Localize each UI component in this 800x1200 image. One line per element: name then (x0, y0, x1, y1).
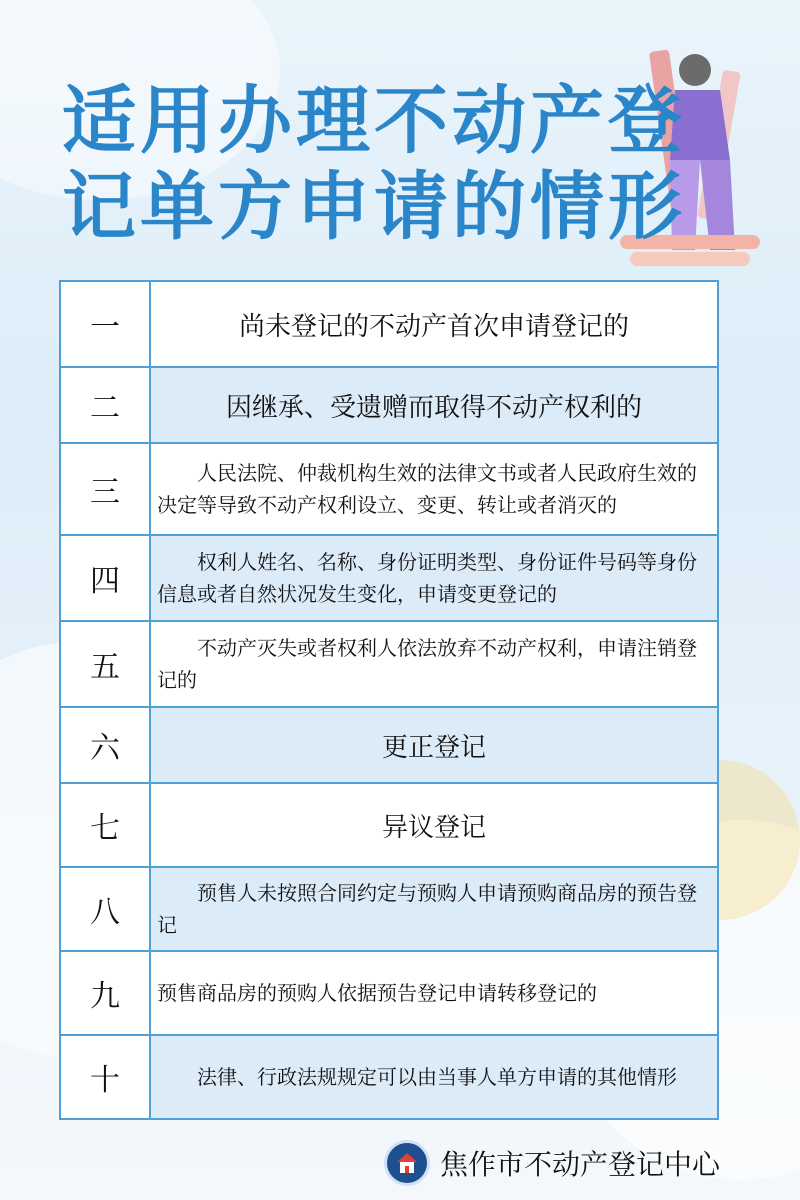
row-text-content: 法律、行政法规规定可以由当事人单方申请的其他情形 (197, 1065, 677, 1089)
registry-seal-icon (384, 1140, 430, 1186)
table-row (61, 952, 717, 1036)
row-number: 八 (61, 868, 151, 950)
row-text-content: 更正登记 (381, 732, 486, 763)
row-text-content: 预售人未按照合同约定与预购人申请预购商品房的预告登记 (157, 881, 697, 937)
table-row (61, 784, 717, 868)
page-title-line-2: 记单方申请的情形 (62, 164, 686, 250)
row-text-content: 异议登记 (381, 812, 486, 843)
table-row (61, 536, 717, 622)
row-text-content: 预售商品房的预购人依据预告登记申请转移登记的 (157, 981, 597, 1005)
row-number: 七 (61, 784, 151, 866)
row-text-content: 人民法院、仲裁机构生效的法律文书或者人民政府生效的决定等导致不动产权利设立、变更、转让或者消灭的 (157, 461, 697, 517)
row-text (151, 952, 717, 1034)
row-text (151, 536, 717, 620)
footer (384, 1138, 720, 1188)
row-text (151, 622, 717, 706)
row-text (151, 784, 717, 866)
row-text-content: 权利人姓名、名称、身份证明类型、身份证件号码等身份信息或者自然状况发生变化，申请变更登记的 (157, 550, 697, 606)
row-number: 六 (61, 708, 151, 782)
page-title (62, 78, 762, 250)
row-text-content: 因继承、受遗赠而取得不动产权利的 (225, 392, 642, 423)
table-row (61, 368, 717, 444)
row-text (151, 1036, 717, 1118)
row-number: 十 (61, 1036, 151, 1118)
row-number: 二 (61, 368, 151, 442)
row-number: 五 (61, 622, 151, 706)
row-text (151, 282, 717, 366)
table-row (61, 622, 717, 708)
row-text (151, 868, 717, 950)
table-row (61, 708, 717, 784)
table-row (61, 282, 717, 368)
organization-name: 焦作市不动产登记中心 (440, 1148, 721, 1181)
row-text (151, 444, 717, 534)
table-row (61, 1036, 717, 1118)
row-text (151, 708, 717, 782)
situations-table (59, 280, 719, 1120)
row-number: 四 (61, 536, 151, 620)
row-number: 一 (61, 282, 151, 366)
row-text-content: 不动产灭失或者权利人依法放弃不动产权利，申请注销登记的 (157, 636, 697, 692)
row-text-content: 尚未登记的不动产首次申请登记的 (238, 311, 629, 342)
table-row (61, 444, 717, 536)
page-title-line-1: 适用办理不动产登 (62, 78, 686, 164)
row-text (151, 368, 717, 442)
row-number: 三 (61, 444, 151, 534)
row-number: 九 (61, 952, 151, 1034)
table-row (61, 868, 717, 952)
house-icon (394, 1150, 420, 1176)
